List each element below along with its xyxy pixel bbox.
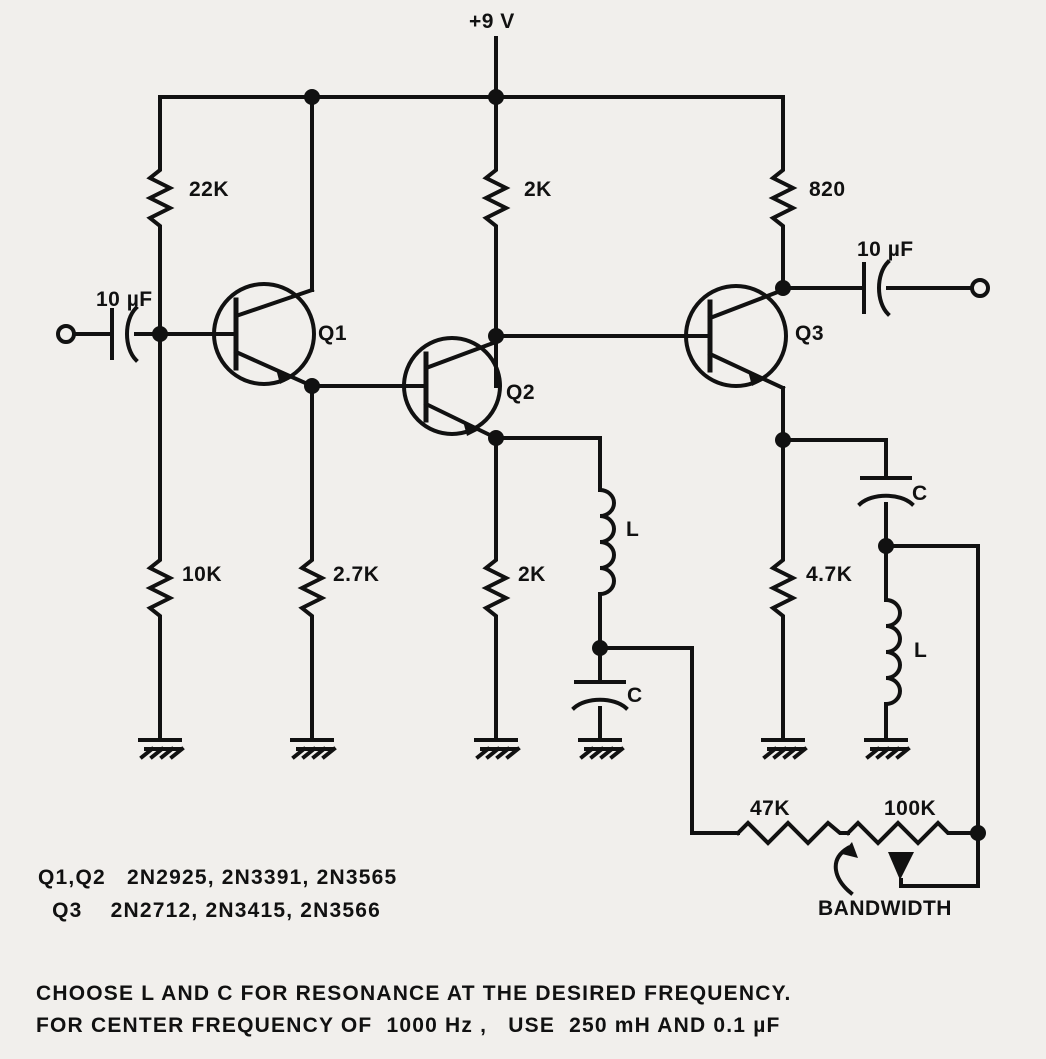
- label-supply: +9 V: [469, 10, 515, 33]
- label-bandwidth: BANDWIDTH: [818, 897, 952, 920]
- note-transistors-line2: Q3 2N2712, 2N3415, 2N3566: [38, 899, 382, 922]
- inductor-l-q3: [886, 600, 900, 704]
- resistor-2.7k: [302, 555, 322, 622]
- label-r-2k-top: 2K: [524, 178, 552, 201]
- output-terminal: [972, 280, 988, 296]
- label-q3: Q3: [795, 322, 825, 345]
- label-r-10k: 10K: [182, 563, 223, 586]
- junction-dots: [152, 89, 986, 841]
- label-r-820: 820: [809, 178, 846, 201]
- label-c-q3: C: [912, 482, 928, 505]
- resistor-22k: [150, 165, 170, 232]
- q1-collector-lead: [236, 290, 312, 316]
- label-q2: Q2: [506, 381, 536, 404]
- inductor-l-q2: [600, 490, 614, 594]
- note-transistors-line1: Q1,Q2 2N2925, 2N3391, 2N3565: [38, 866, 398, 889]
- pot-wiper-arrow: [888, 852, 914, 880]
- label-r-100k: 100K: [884, 797, 937, 820]
- label-l-q2: L: [626, 518, 640, 541]
- label-r-22k: 22K: [189, 178, 230, 201]
- resistor-820: [773, 165, 793, 232]
- resistor-4.7k: [773, 555, 793, 622]
- note-resonance-line1: CHOOSE L AND C FOR RESONANCE AT THE DESIRED FREQUENCY.: [36, 982, 792, 1005]
- label-c-q2: C: [627, 684, 643, 707]
- label-r-2.7k: 2.7K: [333, 563, 380, 586]
- label-q1: Q1: [318, 322, 348, 345]
- label-l-q3: L: [914, 639, 928, 662]
- resistor-47k: [738, 823, 848, 843]
- ground-symbols: [140, 740, 908, 757]
- q2-collector-lead: [426, 342, 496, 368]
- resistor-10k: [150, 555, 170, 622]
- label-r-4.7k: 4.7K: [806, 563, 853, 586]
- resistor-100k: [848, 823, 978, 843]
- resistor-2k-bottom: [486, 555, 506, 622]
- label-c-out: 10 µF: [857, 238, 914, 261]
- label-r-47k: 47K: [750, 797, 791, 820]
- input-terminal: [58, 326, 74, 342]
- label-c-in: 10 µF: [96, 288, 153, 311]
- note-resonance-line2: FOR CENTER FREQUENCY OF 1000 Hz , USE 250 mH AND 0.1 µF: [36, 1014, 781, 1037]
- label-r-2k-bottom: 2K: [518, 563, 546, 586]
- resistor-2k-top: [486, 165, 506, 232]
